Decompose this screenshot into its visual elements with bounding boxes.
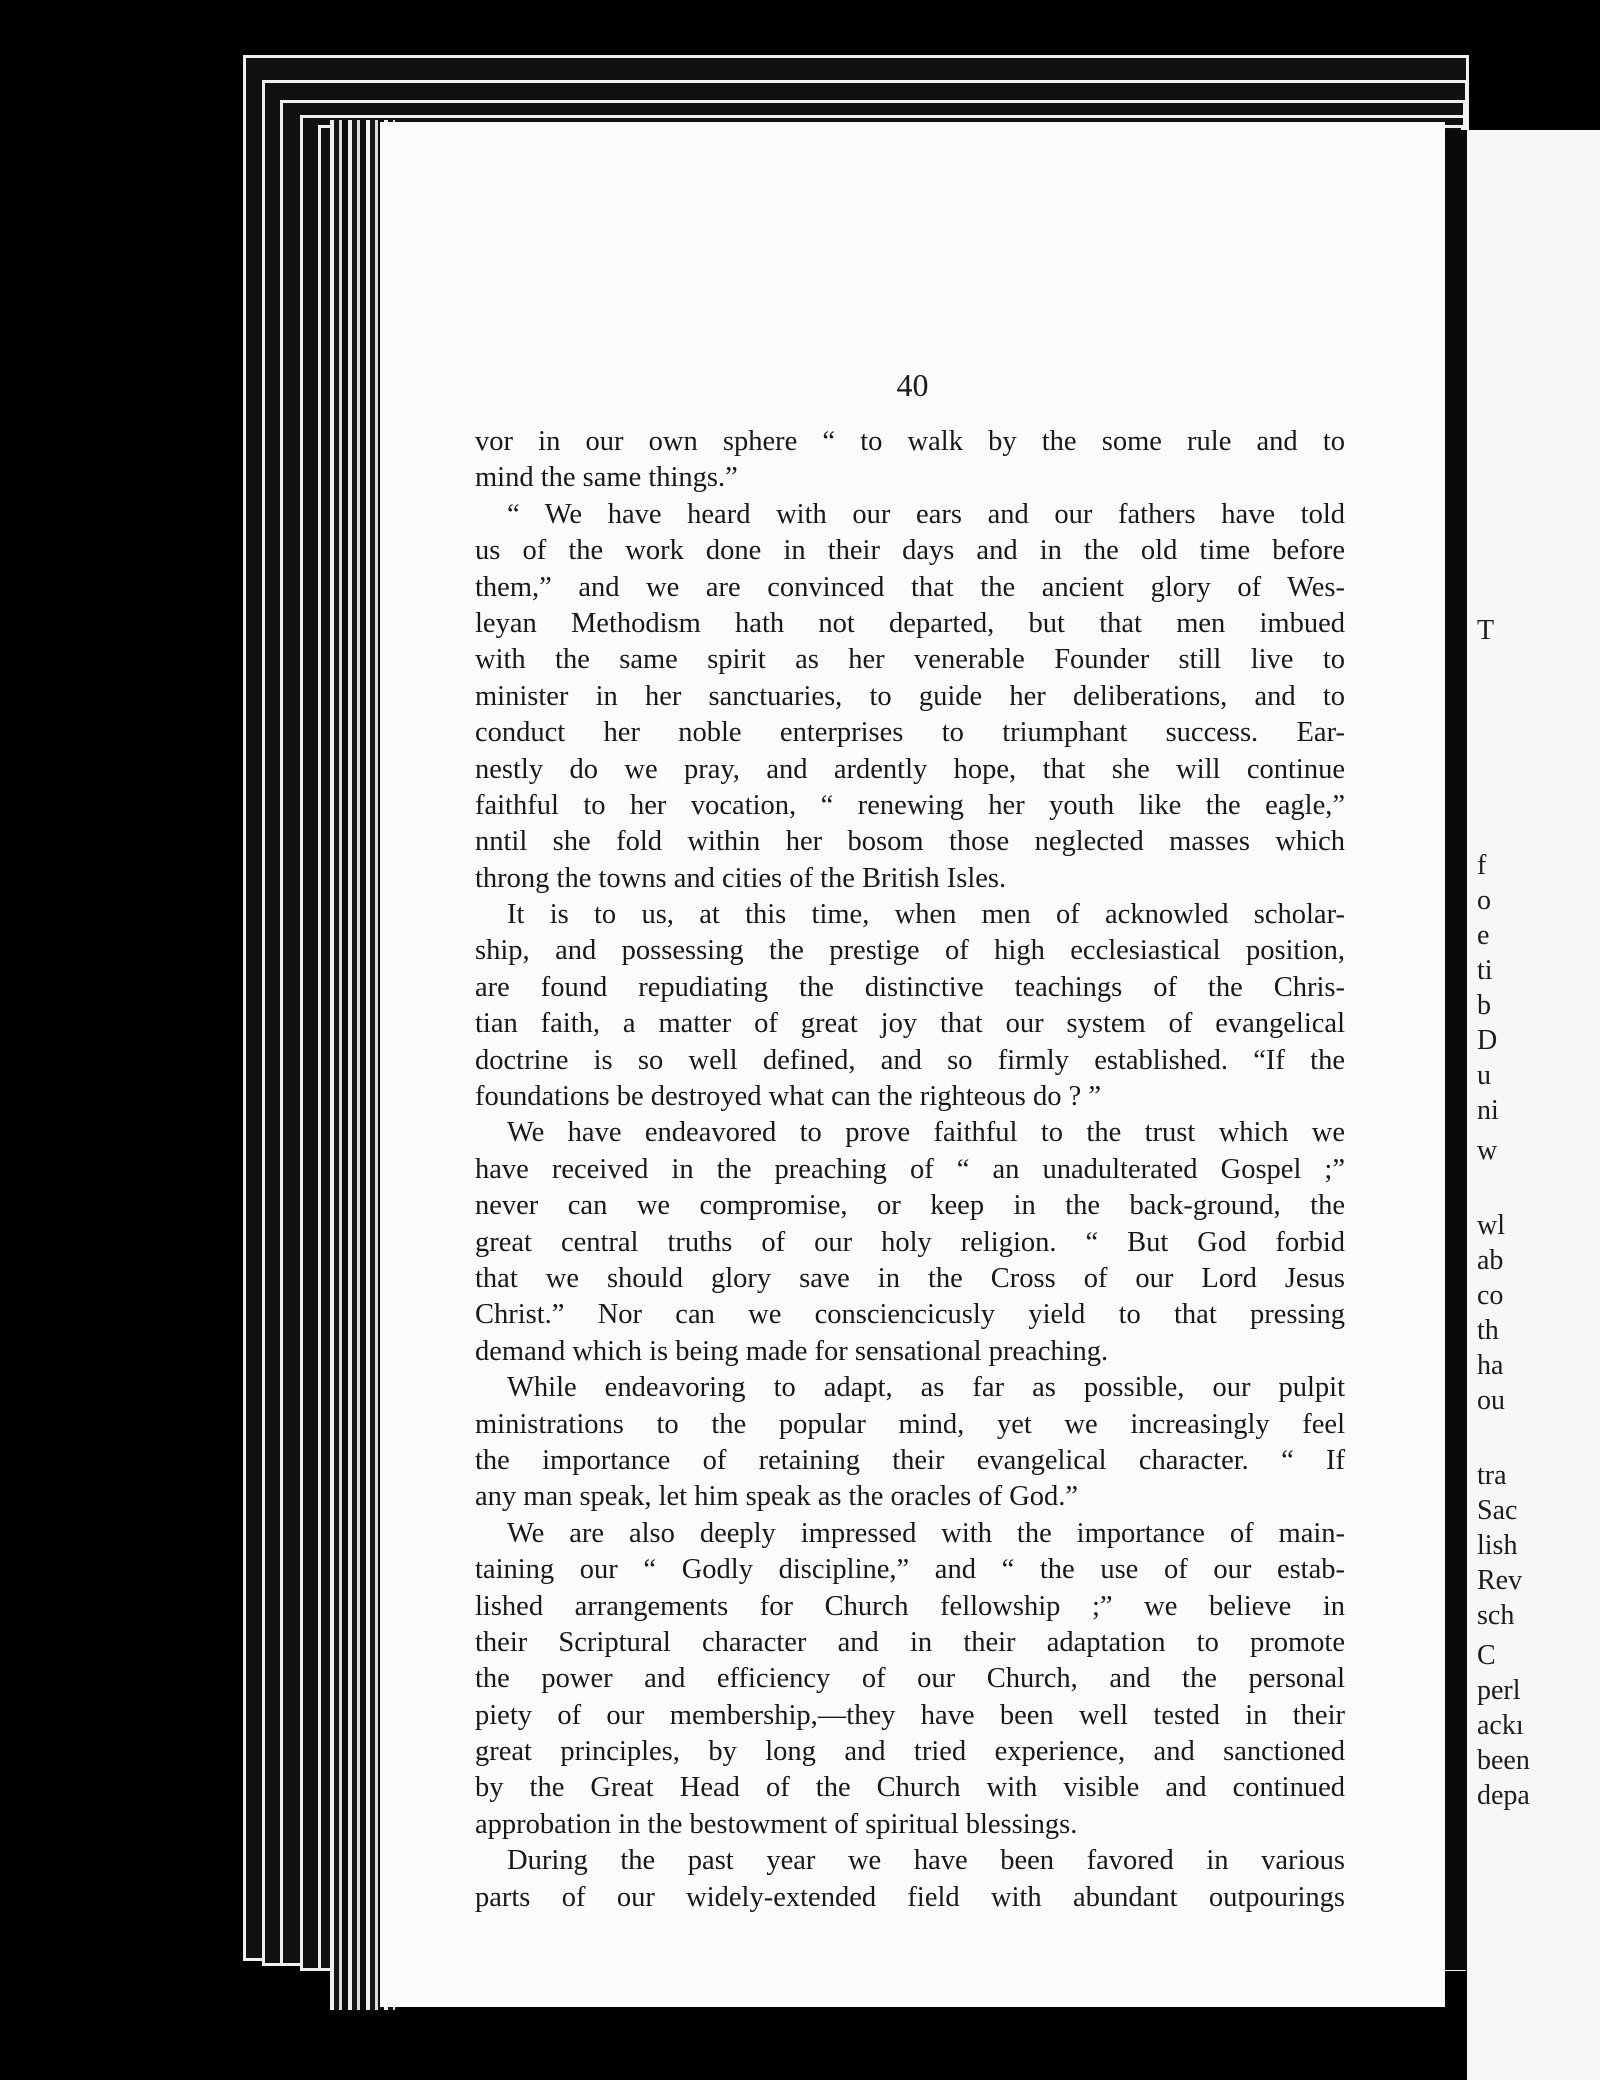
text-line: the importance of retaining their evangelical character. “ If	[475, 1444, 1345, 1476]
facing-fragment: ou	[1477, 1385, 1505, 1416]
facing-fragment: ackı	[1477, 1710, 1524, 1741]
text-line: with the same spirit as her venerable Founder still live to	[475, 644, 1345, 676]
facing-fragment: sch	[1477, 1600, 1515, 1631]
facing-fragment: lish	[1477, 1530, 1518, 1561]
text-line: During the past year we have been favored in various	[507, 1845, 1345, 1877]
text-line: are found repudiating the distinctive teachings of the Chris-	[475, 971, 1345, 1003]
text-line: approbation in the bestowment of spiritual blessings.	[475, 1808, 1078, 1840]
text-line: great central truths of our holy religion. “ But God forbid	[475, 1226, 1345, 1258]
facing-fragment: b	[1477, 990, 1491, 1021]
facing-fragment: D	[1477, 1025, 1498, 1056]
text-line: vor in our own sphere “ to walk by the some rule and to	[475, 426, 1345, 457]
facing-fragment: been	[1477, 1745, 1530, 1776]
text-line: lished arrangements for Church fellowship ;” we believe in	[475, 1590, 1345, 1622]
book-gutter	[1445, 130, 1467, 1970]
text-line: by the Great Head of the Church with visible and continued	[475, 1772, 1345, 1804]
text-line: us of the work done in their days and in the old time before	[475, 535, 1345, 567]
text-line: any man speak, let him speak as the oracles of God.”	[475, 1481, 1079, 1513]
facing-fragment: ab	[1477, 1245, 1504, 1276]
text-line: “ We have heard with our ears and our fathers have told	[507, 498, 1345, 530]
page-number: 40	[896, 367, 929, 403]
text-line: parts of our widely-extended field with abundant outpourings	[475, 1881, 1345, 1913]
text-line: nntil she fold within her bosom those neglected masses which	[475, 826, 1345, 858]
facing-fragment: co	[1477, 1280, 1504, 1311]
text-line: doctrine is so well defined, and so firmly established. “If the	[475, 1044, 1345, 1076]
text-line: While endeavoring to adapt, as far as possible, our pulpit	[507, 1372, 1345, 1404]
facing-fragment: th	[1477, 1315, 1499, 1346]
facing-fragment: ti	[1477, 955, 1493, 986]
text-line: faithful to her vocation, “ renewing her youth like the eagle,”	[475, 789, 1345, 821]
facing-fragment: e	[1477, 920, 1490, 951]
text-line: ministrations to the popular mind, yet we increasingly feel	[475, 1408, 1345, 1440]
facing-page	[1467, 130, 1600, 2080]
text-line: taining our “ Godly discipline,” and “ the use of our estab-	[475, 1554, 1345, 1586]
text-line: tian faith, a matter of great joy that our system of evangelical	[475, 1008, 1345, 1040]
facing-fragment: u	[1477, 1060, 1491, 1091]
text-line: nestly do we pray, and ardently hope, that she will continue	[475, 753, 1345, 785]
text-line: It is to us, at this time, when men of acknowled scholar-	[507, 899, 1345, 931]
text-line: mind the same things.”	[475, 462, 738, 494]
text-line: leyan Methodism hath not departed, but that men imbued	[475, 607, 1345, 639]
facing-fragment: tra	[1477, 1460, 1507, 1491]
text-line: foundations be destroyed what can the righteous do ? ”	[475, 1081, 1102, 1113]
text-line: piety of our membership,—they have been well tested in their	[475, 1699, 1345, 1731]
text-line: great principles, by long and tried experience, and sanctioned	[475, 1736, 1345, 1768]
text-line: minister in her sanctuaries, to guide her deliberations, and to	[475, 680, 1345, 712]
facing-fragment: f	[1477, 850, 1487, 881]
text-line: Christ.” Nor can we consciencicusly yield to that pressing	[475, 1299, 1345, 1331]
facing-fragment: o	[1477, 885, 1491, 916]
text-line: their Scriptural character and in their adaptation to promote	[475, 1626, 1345, 1658]
facing-fragment: T	[1477, 615, 1495, 646]
text-line: We have endeavored to prove faithful to the trust which we	[507, 1117, 1345, 1149]
text-line: We are also deeply impressed with the importance of main-	[507, 1517, 1345, 1549]
book-page	[380, 122, 1445, 2007]
text-line: that we should glory save in the Cross of our Lord Jesus	[475, 1262, 1345, 1294]
text-line: them,” and we are convinced that the ancient glory of Wes-	[475, 571, 1345, 603]
facing-fragment: depa	[1477, 1780, 1530, 1811]
text-line: conduct her noble enterprises to triumphant success. Ear-	[475, 717, 1345, 749]
text-line: never can we compromise, or keep in the back-ground, the	[475, 1190, 1345, 1222]
facing-fragment: ha	[1477, 1350, 1504, 1381]
text-line: demand which is being made for sensational preaching.	[475, 1335, 1109, 1367]
facing-fragment: C	[1477, 1640, 1496, 1671]
body-text	[475, 424, 1345, 1916]
text-line: ship, and possessing the prestige of high ecclesiastical position,	[475, 935, 1345, 967]
facing-fragment: perl	[1477, 1675, 1521, 1706]
facing-fragment: wl	[1477, 1210, 1505, 1241]
text-line: the power and efficiency of our Church, and the personal	[475, 1663, 1345, 1695]
facing-fragment: Rev	[1477, 1565, 1523, 1596]
facing-fragment: Sac	[1477, 1495, 1518, 1526]
text-line: have received in the preaching of “ an unadulterated Gospel ;”	[475, 1153, 1345, 1185]
text-line: throng the towns and cities of the British Isles.	[475, 862, 1007, 894]
facing-fragment: ni	[1477, 1095, 1499, 1126]
facing-fragment: w	[1477, 1135, 1498, 1166]
